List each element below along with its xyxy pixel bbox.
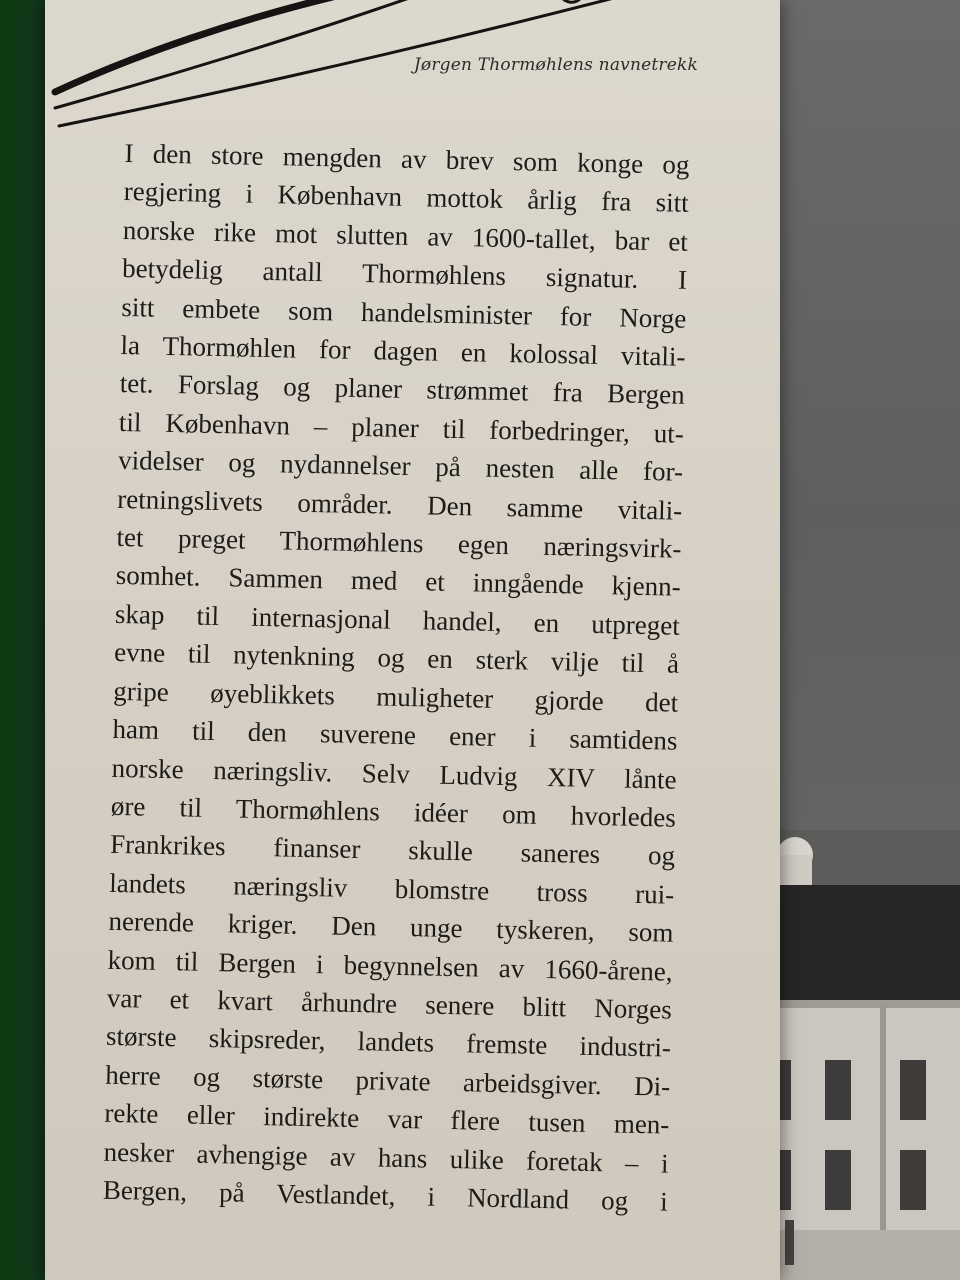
text-line: til København – planer til forbedringer, ut- bbox=[118, 406, 685, 449]
text-line: somhet. Sammen med et inngående kjenn- bbox=[115, 560, 681, 603]
text-line: Bergen, på Vestlandet, i Nordland og i bbox=[102, 1174, 669, 1217]
text-line: nerende kriger. Den unge tyskeren, som bbox=[108, 905, 674, 948]
text-line: betydelig antall Thormøhlens signatur. I bbox=[121, 253, 688, 296]
text-line: sitt embete som handelsminister for Norge bbox=[121, 291, 687, 334]
signature-caption: Jørgen Thormøhlens navnetrekk bbox=[413, 55, 698, 75]
text-line: norske næringsliv. Selv Ludvig XIV lånte bbox=[111, 752, 677, 795]
building-illustration bbox=[750, 830, 960, 1280]
text-line: retningslivets områder. Den samme vitali- bbox=[117, 483, 683, 526]
text-line: kom til Bergen i begynnelsen av 1660-årene, bbox=[107, 944, 673, 987]
text-line: rekte eller indirekte var flere tusen men- bbox=[104, 1097, 670, 1140]
text-line: var et kvart århundre senere blitt Norges bbox=[106, 982, 673, 1025]
text-line: evne til nytenkning og en sterk vilje til å bbox=[113, 637, 680, 679]
text-line: herre og største private arbeidsgiver. Di- bbox=[104, 1059, 671, 1102]
text-line: nesker avhengige av hans ulike foretak – i bbox=[103, 1136, 669, 1179]
text-line: tet. Forslag og planer strømmet fra Bergen bbox=[119, 368, 685, 411]
text-line: tet preget Thormøhlens egen næringsvirk- bbox=[116, 521, 682, 564]
body-paragraph bbox=[102, 134, 689, 1221]
text-line: I den store mengden av brev som konge og bbox=[124, 137, 690, 180]
text-line: norske rike mot slutten av 1600-tallet, bar et bbox=[122, 214, 689, 257]
text-line: skap til internasjonal handel, en utpreget bbox=[114, 598, 681, 641]
text-line: la Thormøhlen for dagen en kolossal vitali- bbox=[120, 329, 686, 372]
text-line: landets næringsliv blomstre tross rui- bbox=[109, 867, 675, 910]
book-page bbox=[45, 0, 780, 1280]
text-line: regjering i København mottok årlig fra sitt bbox=[123, 176, 689, 219]
text-line: gripe øyeblikkets muligheter gjorde det bbox=[113, 675, 679, 718]
text-line: største skipsreder, landets fremste industri- bbox=[105, 1021, 672, 1063]
text-line: Frankrikes finanser skulle saneres og bbox=[109, 829, 676, 871]
text-line: videlser og nydannelser på nesten alle for- bbox=[117, 445, 684, 488]
text-line: ham til den suverene ener i samtidens bbox=[112, 713, 678, 756]
text-line: øre til Thormøhlens idéer om hvorledes bbox=[110, 790, 677, 833]
